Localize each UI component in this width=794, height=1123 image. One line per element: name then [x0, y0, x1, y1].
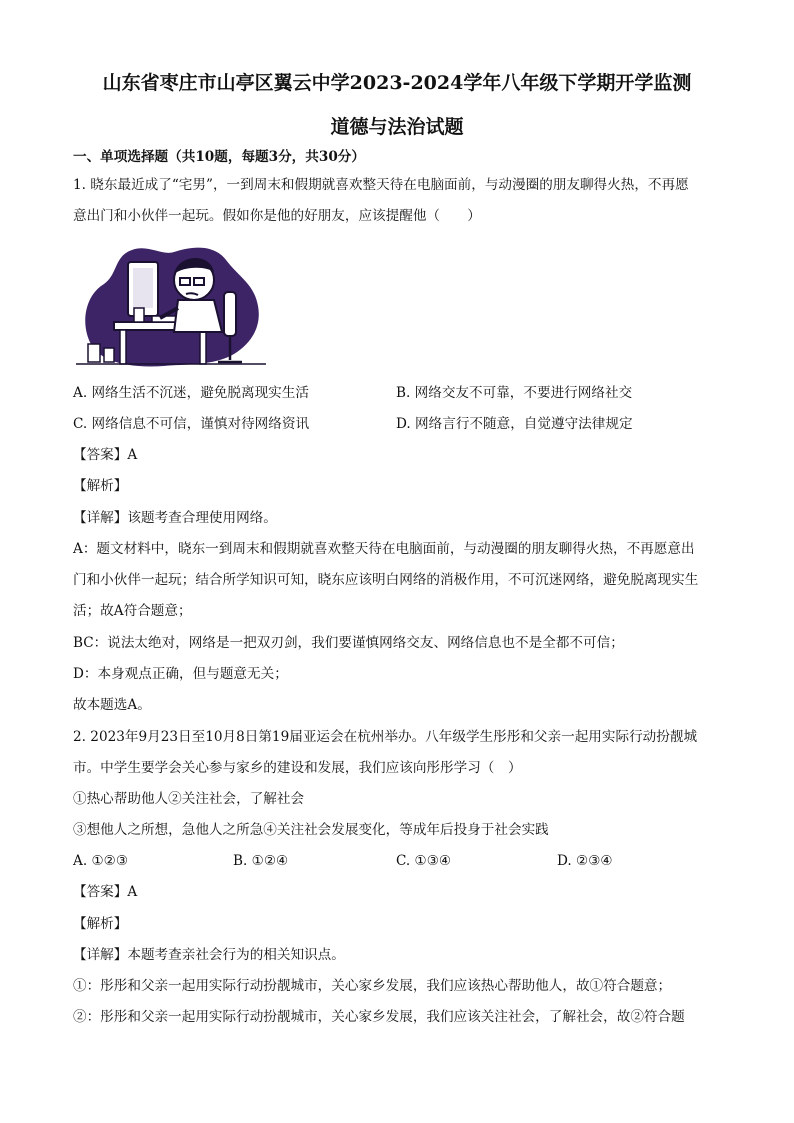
q1-explain-a-line1: A：题文材料中，晓东一到周末和假期就喜欢整天待在电脑面前，与动漫圈的朋友聊得火热，不再愿意出: [73, 541, 695, 557]
q1-explain-bc: BC：说法太绝对，网络是一把双刃剑，我们要谨慎网络交友、网络信息也不是全都不可信；: [73, 635, 624, 651]
q2-items-3-4: ③想他人之所想，急他人之所急④关注社会发展变化，等成年后投身于社会实践: [73, 822, 549, 838]
q2-explain-2: ②：彤彤和父亲一起用实际行动扮靓城市，关心家乡发展，我们应该关注社会，了解社会，故②符合题: [73, 1009, 685, 1025]
q2-option-a: A. ①②③: [73, 853, 129, 869]
q1-explain-a-line3: 活；故A符合题意；: [73, 603, 192, 619]
section-heading: 一、单项选择题（共10题，每题3分，共30分）: [73, 149, 365, 165]
q1-answer: 【答案】A: [73, 447, 138, 463]
q2-stem-line1: 2. 2023年9月23日至10月8日第19届亚运会在杭州举办。八年级学生彤彤和父亲一起用实际行动扮靓城: [73, 729, 698, 745]
q1-stem-line2: 意出门和小伙伴一起玩。假如你是他的好朋友，应该提醒他（ ）: [73, 208, 481, 224]
doc-title-line2: 道德与法治试题: [330, 116, 464, 138]
q1-conclusion: 故本题选A。: [73, 697, 151, 713]
q2-option-d: D. ②③④: [557, 853, 613, 869]
q1-option-a: A. 网络生活不沉迷，避免脱离现实生活: [73, 385, 309, 401]
q1-stem-line1: 1. 晓东最近成了“宅男”，一到周末和假期就喜欢整天待在电脑面前，与动漫圈的朋友聊得火热，不再愿: [73, 177, 689, 193]
q2-stem-line2: 市。中学生要学会关心参与家乡的建设和发展，我们应该向彤彤学习（ ）: [73, 760, 522, 776]
q1-option-b: B. 网络交友不可靠，不要进行网络社交: [396, 385, 633, 401]
q1-detail: 【详解】该题考查合理使用网络。: [73, 510, 277, 526]
q2-option-c: C. ①③④: [396, 853, 452, 869]
q1-explain-d: D：本身观点正确，但与题意无关；: [73, 666, 288, 682]
doc-title-line1: 山东省枣庄市山亭区翼云中学2023-2024学年八年级下学期开学监测: [102, 72, 692, 94]
q2-detail: 【详解】本题考查亲社会行为的相关知识点。: [73, 947, 345, 963]
q2-option-b: B. ①②④: [233, 853, 289, 869]
q1-analysis-label: 【解析】: [73, 478, 128, 494]
q1-option-d: D. 网络言行不随意，自觉遵守法律规定: [396, 416, 633, 432]
q1-explain-a-line2: 门和小伙伴一起玩；结合所学知识可知，晓东应该明白网络的消极作用，不可沉迷网络，避免脱离现实生: [73, 572, 699, 588]
q2-items-1-2: ①热心帮助他人②关注社会，了解社会: [73, 791, 305, 807]
computer-addict-illustration: [74, 236, 268, 372]
q2-explain-1: ①：彤彤和父亲一起用实际行动扮靓城市，关心家乡发展，我们应该热心帮助他人，故①符合题意；: [73, 978, 672, 994]
q2-analysis-label: 【解析】: [73, 916, 128, 932]
q2-answer: 【答案】A: [73, 884, 138, 900]
q1-option-c: C. 网络信息不可信，谨慎对待网络资讯: [73, 416, 310, 432]
